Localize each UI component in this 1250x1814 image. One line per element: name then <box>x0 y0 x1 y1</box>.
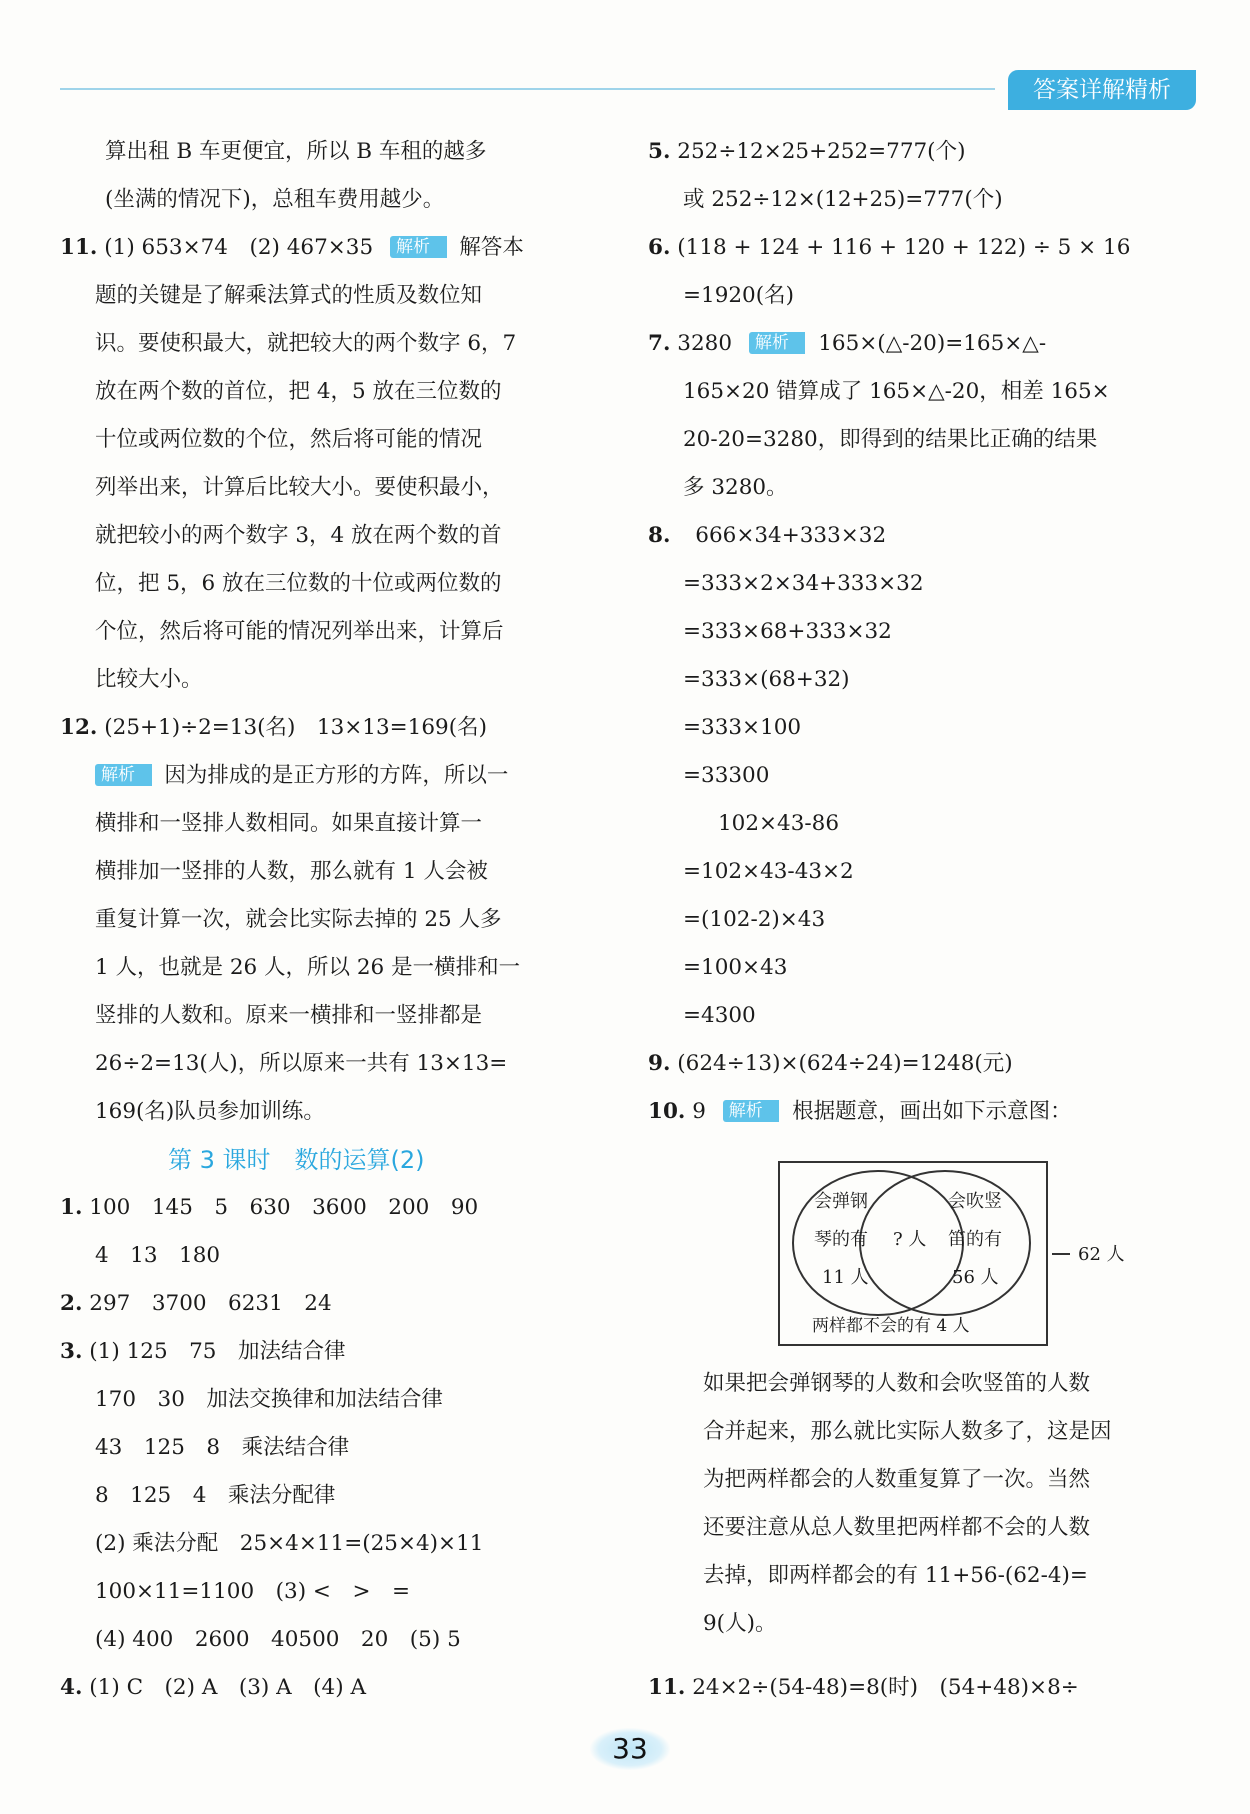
text-line: 位，把 5，6 放在三位数的十位或两位数的 <box>95 571 502 596</box>
text-line: 或 252÷12×(12+25)=777(个) <box>683 187 1003 212</box>
answer-text: 100 145 5 630 3600 200 90 <box>89 1195 479 1220</box>
venn-left-label: 琴的有 <box>814 1229 868 1250</box>
answer-text: (1) 653×74 (2) 467×35 <box>104 235 374 260</box>
question-number: 3. <box>60 1339 83 1364</box>
text-line: =33300 <box>683 763 770 788</box>
question-number: 6. <box>648 235 671 260</box>
text-line: =102×43-43×2 <box>683 859 854 884</box>
text-line: (2) 乘法分配 25×4×11=(25×4)×11 <box>95 1531 484 1556</box>
question-11b <box>648 1664 1079 1712</box>
venn-right-count: 56 人 <box>952 1267 999 1288</box>
question-number: 11. <box>60 235 98 260</box>
question-number: 7. <box>648 331 671 356</box>
venn-diagram <box>778 1161 1048 1346</box>
question-s4 <box>60 1664 366 1712</box>
question-s3 <box>60 1328 345 1376</box>
answer-text: (624÷13)×(624÷24)=1248(元) <box>677 1051 1013 1076</box>
answer-text: (1) 125 75 加法结合律 <box>89 1339 346 1364</box>
answer-text: 3280 <box>677 331 733 356</box>
text-line: 多 3280。 <box>683 475 788 500</box>
venn-total-label: 62 人 <box>1052 1240 1125 1266</box>
text-line: 十位或两位数的个位，然后将可能的情况 <box>95 427 483 452</box>
analysis-line <box>95 752 508 800</box>
answer-text: 252÷12×25+252=777(个) <box>677 139 966 164</box>
question-s1 <box>60 1184 478 1232</box>
question-s2 <box>60 1280 332 1328</box>
answer-text: 666×34+333×32 <box>695 523 887 548</box>
text-line: 个位，然后将可能的情况列举出来，计算后 <box>95 619 504 644</box>
question-number: 1. <box>60 1195 83 1220</box>
question-number: 9. <box>648 1051 671 1076</box>
answer-text: (118 + 124 + 116 + 120 + 122) ÷ 5 × 16 <box>677 235 1131 260</box>
question-12 <box>60 704 487 752</box>
question-number: 5. <box>648 139 671 164</box>
text-line: 170 30 加法交换律和加法结合律 <box>95 1387 443 1412</box>
analysis-tag: 解析 ▸ <box>390 236 447 258</box>
text-line: 比较大小。 <box>95 667 203 692</box>
text-line: (坐满的情况下)，总租车费用越少。 <box>105 187 445 212</box>
text-line: =333×2×34+333×32 <box>683 571 924 596</box>
text-line: 8 125 4 乘法分配律 <box>95 1483 336 1508</box>
text-line: 竖排的人数和。原来一横排和一竖排都是 <box>95 1003 483 1028</box>
text-line: 165×20 错算成了 165×△-20，相差 165× <box>683 379 1110 404</box>
text-line: 4 13 180 <box>95 1243 221 1268</box>
text-line: 算出租 B 车更便宜，所以 B 车租的越多 <box>105 139 487 164</box>
question-number: 11. <box>648 1675 686 1700</box>
analysis-text: 因为排成的是正方形的方阵，所以一 <box>164 763 509 788</box>
question-9 <box>648 1040 1013 1088</box>
text-line: =333×100 <box>683 715 802 740</box>
text-line: 横排和一竖排人数相同。如果直接计算一 <box>95 811 483 836</box>
text-line: 169(名)队员参加训练。 <box>95 1099 325 1124</box>
text-line: 横排加一竖排的人数，那么就有 1 人会被 <box>95 859 488 884</box>
answer-text: (25+1)÷2=13(名) 13×13=169(名) <box>104 715 487 740</box>
text-line: 如果把会弹钢琴的人数和会吹竖笛的人数 <box>703 1371 1091 1396</box>
text-line: (4) 400 2600 40500 20 (5) 5 <box>95 1627 461 1652</box>
text-line: =(102-2)×43 <box>683 907 826 932</box>
header-rule <box>60 88 995 90</box>
text-line: 列举出来，计算后比较大小。要使积最小， <box>95 475 504 500</box>
question-10 <box>648 1088 1072 1136</box>
venn-circle-right <box>860 1171 1030 1315</box>
text-line: 1 人，也就是 26 人，所以 26 是一横排和一 <box>95 955 521 980</box>
analysis-tag: 解析 ▸ <box>95 764 152 786</box>
venn-overlap-label: ? 人 <box>893 1229 927 1250</box>
analysis-tag: 解析 ▸ <box>723 1100 780 1122</box>
text-line: 26÷2=13(人)，所以原来一共有 13×13= <box>95 1051 508 1076</box>
answer-text: 24×2÷(54-48)=8(时) (54+48)×8÷ <box>692 1675 1079 1700</box>
venn-right-label: 会吹竖 <box>948 1191 1002 1212</box>
text-line: 为把两样都会的人数重复算了一次。当然 <box>703 1467 1091 1492</box>
text-line: =333×(68+32) <box>683 667 850 692</box>
question-7 <box>648 320 1046 368</box>
venn-right-label: 笛的有 <box>948 1229 1002 1250</box>
question-number: 4. <box>60 1675 83 1700</box>
text-line: 102×43-86 <box>718 811 840 836</box>
analysis-text: 165×(△-20)=165×△- <box>818 331 1047 356</box>
question-5 <box>648 128 965 176</box>
question-number: 8. <box>648 523 671 548</box>
page-number: 33 <box>590 1728 670 1770</box>
analysis-text: 根据题意，画出如下示意图： <box>792 1099 1072 1124</box>
section-title: 第 3 课时 数的运算(2) <box>168 1146 425 1174</box>
text-line: 100×11=1100 (3) < > = <box>95 1579 410 1604</box>
question-number: 10. <box>648 1099 686 1124</box>
venn-neither-label: 两样都不会的有 4 人 <box>812 1316 970 1336</box>
analysis-text: 解答本 <box>459 235 524 260</box>
text-line: =1920(名) <box>683 283 795 308</box>
text-line: 9(人)。 <box>703 1611 777 1636</box>
text-line: =100×43 <box>683 955 788 980</box>
text-line: =4300 <box>683 1003 756 1028</box>
text-line: 43 125 8 乘法结合律 <box>95 1435 350 1460</box>
text-line: 就把较小的两个数字 3，4 放在两个数的首 <box>95 523 502 548</box>
text-line: 题的关键是了解乘法算式的性质及数位知 <box>95 283 483 308</box>
header-tab: 答案详解精析 <box>1008 70 1196 110</box>
text-line: 识。要使积最大，就把较大的两个数字 6，7 <box>95 331 517 356</box>
question-6 <box>648 224 1130 272</box>
venn-left-label: 会弹钢 <box>814 1191 868 1212</box>
answer-text: 9 <box>692 1099 706 1124</box>
answer-text: 297 3700 6231 24 <box>89 1291 332 1316</box>
question-11 <box>60 224 524 272</box>
question-8 <box>648 512 886 560</box>
venn-left-count: 11 人 <box>822 1267 869 1288</box>
analysis-tag: 解析 ▸ <box>749 332 806 354</box>
question-number: 2. <box>60 1291 83 1316</box>
text-line: 重复计算一次，就会比实际去掉的 25 人多 <box>95 907 502 932</box>
text-line: =333×68+333×32 <box>683 619 892 644</box>
text-line: 20-20=3280，即得到的结果比正确的结果 <box>683 427 1098 452</box>
text-line: 放在两个数的首位，把 4，5 放在三位数的 <box>95 379 502 404</box>
question-number: 12. <box>60 715 98 740</box>
answer-text: (1) C (2) A (3) A (4) A <box>89 1675 366 1700</box>
text-line: 还要注意从总人数里把两样都不会的人数 <box>703 1515 1091 1540</box>
text-line: 去掉，即两样都会的有 11+56-(62-4)= <box>703 1563 1088 1588</box>
text-line: 合并起来，那么就比实际人数多了，这是因 <box>703 1419 1112 1444</box>
